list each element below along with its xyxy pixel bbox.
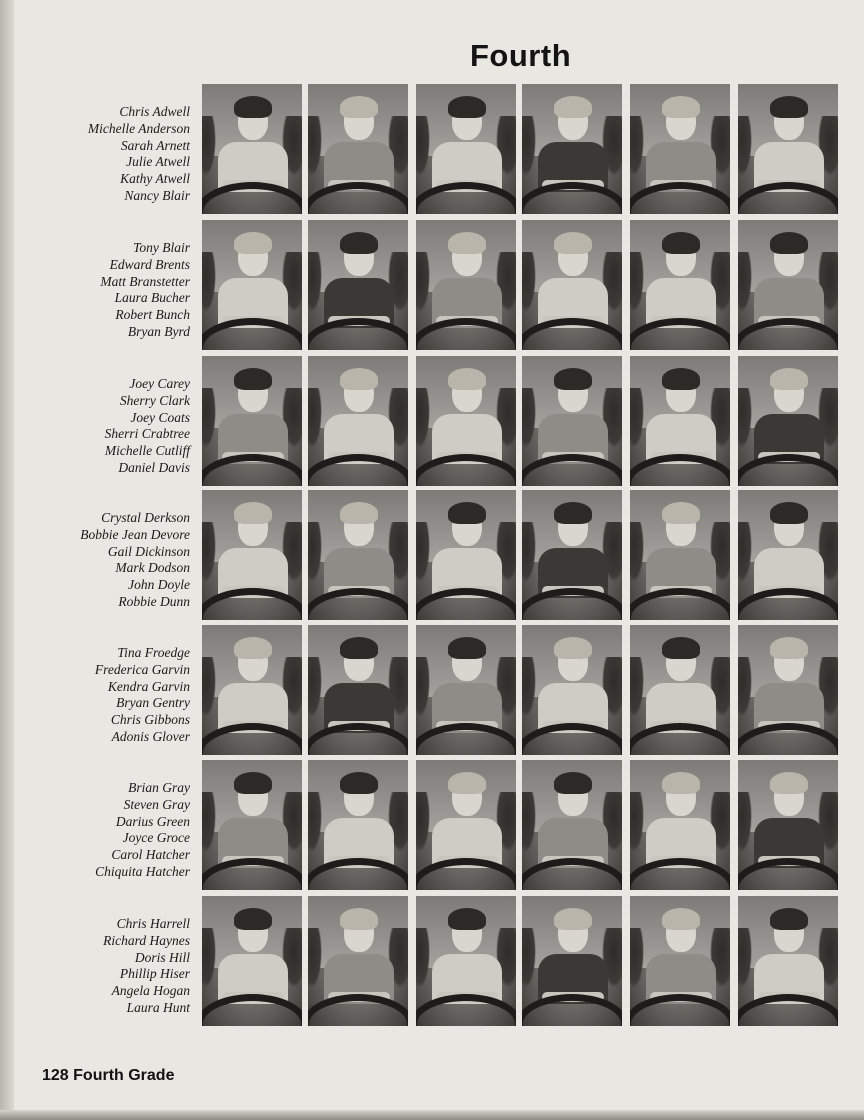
student-name: Sarah Arnett: [120, 137, 190, 153]
name-list-row-5: [40, 645, 190, 746]
student-portrait: [202, 490, 302, 620]
student-portrait: [202, 220, 302, 350]
student-portrait: [522, 625, 622, 755]
name-list-row-4: [40, 510, 190, 611]
student-portrait: [308, 625, 408, 755]
student-name: Crystal Derkson: [101, 510, 190, 525]
student-name: Sherry Clark: [119, 392, 190, 408]
student-name: Kendra Garvin: [107, 678, 190, 694]
student-portrait: [416, 490, 516, 620]
student-name: Tina Froedge: [117, 645, 190, 660]
student-portrait: [522, 896, 622, 1026]
student-portrait: [308, 220, 408, 350]
student-name: Richard Haynes: [103, 932, 190, 948]
student-portrait: [738, 84, 838, 214]
student-name: Chris Harrell: [116, 916, 190, 931]
binding-edge: [0, 0, 14, 1120]
student-portrait: [738, 896, 838, 1026]
student-name: Robbie Dunn: [118, 593, 190, 609]
student-portrait: [630, 896, 730, 1026]
student-portrait: [522, 356, 622, 486]
student-portrait: [308, 760, 408, 890]
name-list-row-1: [40, 104, 190, 205]
student-name: Sherri Crabtree: [104, 426, 190, 442]
student-portrait: [630, 356, 730, 486]
student-name: Michelle Cutliff: [104, 443, 190, 459]
student-name: Joey Coats: [130, 409, 190, 425]
name-list-row-6: [40, 780, 190, 881]
student-name: Michelle Anderson: [87, 120, 190, 136]
student-name: Kathy Atwell: [120, 171, 190, 187]
student-portrait: [738, 220, 838, 350]
student-portrait: [630, 220, 730, 350]
student-name: Mark Dodson: [115, 560, 190, 576]
student-name: Bobbie Jean Devore: [80, 526, 190, 542]
student-name: Angela Hogan: [111, 983, 190, 999]
student-portrait: [738, 625, 838, 755]
student-portrait: [416, 625, 516, 755]
student-portrait: [308, 356, 408, 486]
student-name: Laura Hunt: [126, 999, 190, 1015]
student-portrait: [308, 896, 408, 1026]
student-portrait: [738, 760, 838, 890]
student-portrait: [630, 625, 730, 755]
student-portrait: [202, 84, 302, 214]
student-name: Doris Hill: [134, 949, 190, 965]
student-portrait: [308, 84, 408, 214]
student-name: Gail Dickinson: [107, 543, 190, 559]
student-portrait: [522, 220, 622, 350]
student-portrait: [738, 490, 838, 620]
student-name: Steven Gray: [123, 796, 190, 812]
student-portrait: [416, 896, 516, 1026]
student-name: Adonis Glover: [111, 728, 190, 744]
student-portrait: [416, 220, 516, 350]
student-portrait: [202, 760, 302, 890]
student-portrait: [522, 760, 622, 890]
name-list-row-3: [40, 376, 190, 477]
student-name: Daniel Davis: [118, 459, 190, 475]
student-portrait: [522, 84, 622, 214]
student-name: Matt Branstetter: [100, 273, 190, 289]
page-title: Fourth: [470, 38, 572, 73]
student-name: Brian Gray: [128, 780, 190, 795]
student-name: Edward Brents: [109, 256, 190, 272]
student-portrait: [202, 896, 302, 1026]
student-name: Julie Atwell: [126, 154, 190, 170]
name-list-row-2: [40, 240, 190, 341]
student-name: John Doyle: [128, 577, 190, 593]
student-name: Tony Blair: [133, 240, 190, 255]
student-name: Phillip Hiser: [119, 966, 190, 982]
student-name: Robert Bunch: [115, 307, 190, 323]
student-portrait: [630, 490, 730, 620]
student-portrait: [416, 356, 516, 486]
student-name: Nancy Blair: [124, 187, 190, 203]
student-name: Chris Gibbons: [110, 712, 190, 728]
page-footer: 128 Fourth Grade: [42, 1067, 175, 1084]
student-name: Frederica Garvin: [94, 661, 190, 677]
student-portrait: [522, 490, 622, 620]
student-name: Bryan Byrd: [127, 323, 190, 339]
student-name: Joyce Groce: [122, 830, 190, 846]
student-name: Carol Hatcher: [111, 847, 190, 863]
student-portrait: [416, 84, 516, 214]
student-portrait: [202, 356, 302, 486]
page-bottom-shadow: [0, 1110, 864, 1120]
student-portrait: [630, 84, 730, 214]
student-name: Bryan Gentry: [116, 695, 190, 711]
student-name: Chiquita Hatcher: [95, 863, 190, 879]
student-name: Laura Bucher: [114, 290, 190, 306]
student-portrait: [630, 760, 730, 890]
student-portrait: [738, 356, 838, 486]
student-portrait: [308, 490, 408, 620]
student-portrait: [416, 760, 516, 890]
student-name: Joey Carey: [129, 376, 190, 391]
name-list-row-7: [40, 916, 190, 1017]
student-portrait: [202, 625, 302, 755]
student-name: Chris Adwell: [119, 104, 190, 119]
student-name: Darius Green: [115, 813, 190, 829]
